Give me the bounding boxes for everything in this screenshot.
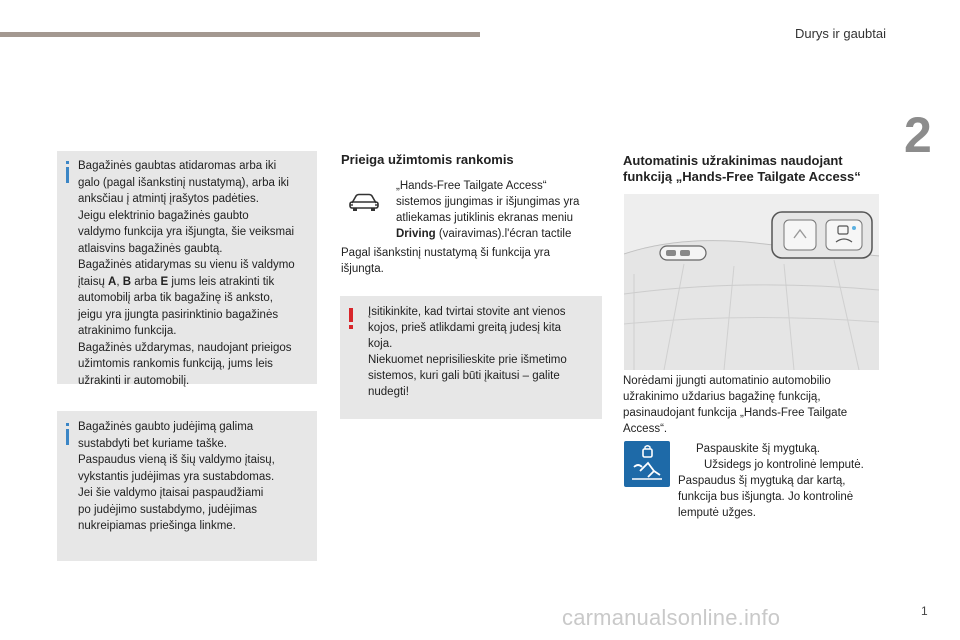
text-span: , xyxy=(116,275,123,288)
text-line: Bagažinės uždarymas, naudojant prieigos xyxy=(78,341,292,354)
heading-hands-free-access: Prieiga užimtomis rankomis xyxy=(341,152,514,167)
watermark: carmanualsonline.info xyxy=(562,605,781,630)
info-box-tailgate-stop xyxy=(57,411,317,561)
text-span: (vairavimas).l'écran tactile xyxy=(435,228,572,240)
info-text xyxy=(78,419,311,535)
top-divider-bar xyxy=(0,32,480,37)
driving-menu-label: Driving xyxy=(396,228,436,240)
info-box-tailgate-opening xyxy=(57,151,317,387)
warning-icon-dot xyxy=(349,325,353,329)
text-line: Bagažinės gaubtas atidaromas arba iki xyxy=(78,160,277,172)
text-line: Užsidegs jo kontrolinė lemputė. xyxy=(704,459,864,471)
text-line xyxy=(78,274,311,291)
text-span: arba xyxy=(131,275,161,288)
text-line: pasinaudojant funkcija „Hands-Free Tailgate xyxy=(623,407,848,419)
text-line: po judėjimo sustabdymo, judėjimas xyxy=(78,503,257,516)
press-again-text xyxy=(678,473,853,521)
text-line xyxy=(678,441,864,457)
text-line: Paspaudus šį mygtuką dar kartą, xyxy=(678,475,846,487)
text-line: Pagal išankstinį nustatymą ši funkcija yra xyxy=(341,247,551,259)
text-line: Paspaudus vieną iš šių valdymo įtaisų, xyxy=(78,454,275,466)
text-line: galo (pagal išankstinį nustatymą), arba iki xyxy=(78,176,289,189)
text-line xyxy=(396,226,579,242)
text-span: jums leis atrakinti tik xyxy=(168,275,275,288)
text-line: lemputė užges. xyxy=(678,507,756,519)
text-line: nudegti! xyxy=(368,386,409,398)
text-line: „Hands-Free Tailgate Access“ xyxy=(396,180,547,192)
heading-auto-locking xyxy=(623,153,861,185)
text-line: sistemos, kuri gali būti įkaitusi – galite xyxy=(368,370,560,382)
warning-icon xyxy=(349,308,353,322)
text-line: automobilį arba tik bagažinę iš anksto, xyxy=(78,292,273,304)
warning-text xyxy=(368,304,594,400)
text-line: koja. xyxy=(368,338,393,350)
chapter-number: 2 xyxy=(904,107,932,163)
heading-line: funkciją „Hands-Free Tailgate Access“ xyxy=(623,169,861,184)
tailgate-photo xyxy=(624,194,879,370)
step-press-button xyxy=(678,441,864,473)
text-line: atliekamas jutiklinis ekranas meniu xyxy=(396,212,574,224)
heading-line: Automatinis užrakinimas naudojant xyxy=(623,153,843,168)
text-span: įtaisų xyxy=(78,275,109,288)
text-line: Jeigu elektrinio bagažinės gaubto xyxy=(78,209,249,222)
auto-lock-intro xyxy=(623,373,847,437)
page-number: 1 xyxy=(921,604,928,618)
info-icon xyxy=(66,429,69,445)
text-line: valdymo funkcija yra išjungta, šie veiksmai xyxy=(78,226,295,238)
info-text xyxy=(78,158,311,389)
text-line: kojos, prieš atlikdami greitą judesį kita xyxy=(368,322,562,334)
text-line: užimtomis rankomis funkciją, jums leis xyxy=(78,358,273,370)
hands-free-lock-button-icon xyxy=(624,441,670,487)
text-line: sistemos įjungimas ir išjungimas yra xyxy=(396,196,580,208)
section-title: Durys ir gaubtai xyxy=(794,26,886,41)
text-line: Access“. xyxy=(623,423,668,435)
activation-text xyxy=(396,178,579,242)
text-line: užrakinimo uždarius bagažinę funkciją, xyxy=(623,391,821,403)
text-line: jeigu yra įjungta pasirinktinio bagažinės xyxy=(78,308,279,321)
text-line: atrakinimo funkcija. xyxy=(78,325,177,337)
car-icon xyxy=(347,191,381,213)
info-icon-dot xyxy=(66,161,69,164)
text-line: anksčiau į atmintį įrašytos padėties. xyxy=(78,193,259,205)
warning-box xyxy=(340,296,602,419)
text-line: Įsitikinkite, kad tvirtai stovite ant vienos xyxy=(368,306,566,318)
text-line: funkcija bus išjungta. Jo kontrolinė xyxy=(678,491,854,503)
text-line: Bagažinės gaubto judėjimą galima xyxy=(78,421,254,433)
key-label-e: E xyxy=(160,275,169,288)
text-line: nukreipiamas priešinga linkme. xyxy=(78,520,236,532)
text-line: Jei šie valdymo įtaisai paspaudžiami xyxy=(78,487,264,499)
text-line: Niekuomet neprisilieskite prie išmetimo xyxy=(368,354,567,366)
text-span: Paspauskite šį mygtuką. xyxy=(696,443,821,455)
info-icon-dot xyxy=(66,423,69,426)
text-line: Norėdami įjungti automatinio automobilio xyxy=(623,375,831,387)
key-label-a: A xyxy=(108,275,117,288)
info-icon xyxy=(66,167,69,183)
text-line: atlaisvins bagažinės gaubtą. xyxy=(78,242,223,255)
default-setting-text xyxy=(341,245,550,277)
text-line: vykstantis judėjimas yra sustabdomas. xyxy=(78,470,275,483)
text-line: sustabdyti bet kuriame taške. xyxy=(78,437,227,450)
text-line: Bagažinės atidarymas su vienu iš valdymo xyxy=(78,259,295,271)
text-line: užrakinti ir automobilį. xyxy=(78,374,190,387)
text-line: išjungta. xyxy=(341,263,384,275)
key-label-b: B xyxy=(122,275,132,288)
